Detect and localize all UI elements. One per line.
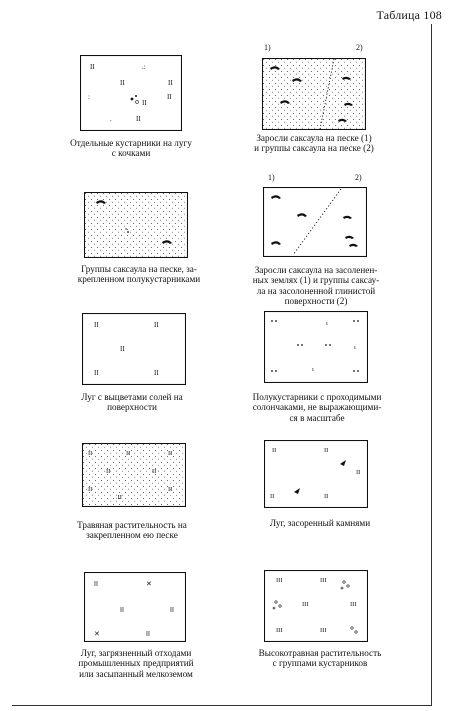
svg-text:.II: .II [116, 494, 122, 501]
svg-text:II: II [324, 447, 329, 454]
svg-text:II: II [94, 369, 99, 377]
svg-text:III: III [276, 627, 283, 634]
svg-text:III: III [276, 577, 283, 584]
panel-grass-sand [82, 443, 186, 507]
panel-semishrubs-saltmarsh [264, 311, 368, 383]
svg-text:II: II [136, 115, 141, 123]
caption-5: Луг с выцветами солей на поверхности [81, 392, 183, 413]
svg-text::: : [88, 93, 90, 101]
panel-meadow-polluted [84, 572, 186, 642]
svg-text:II: II [152, 468, 157, 475]
caption-8: Луг, засоренный камнями [269, 518, 371, 528]
panel-saxaul-sand [262, 43, 366, 130]
label-2: 2) [356, 43, 363, 52]
svg-text:II: II [154, 321, 159, 329]
saxaul-saline-diagram [263, 187, 367, 257]
panel-tallgrass-shrubs [264, 570, 368, 642]
svg-text:.: . [110, 115, 112, 123]
panel-meadow-stones [264, 440, 368, 508]
svg-text:II: II [120, 79, 125, 87]
svg-text:II: II [154, 369, 159, 377]
svg-text:ı: ı [354, 344, 356, 351]
svg-text:II: II [142, 99, 147, 107]
svg-text:III: III [320, 627, 327, 634]
svg-text:II: II [106, 468, 111, 475]
caption-9: Луг, загрязненный отходами промышленных предприятий или засыпанный мелкоземом [78, 648, 194, 679]
caption-6: Полукустарники с проходимыми солончаками, не выражающими- ся в масштабе [252, 392, 382, 423]
svg-text:II: II [88, 486, 93, 493]
label-2b: 2) [355, 173, 362, 182]
svg-text:II: II [168, 79, 173, 87]
panel-saxaul-groups [84, 192, 188, 258]
svg-text:II: II [88, 450, 93, 457]
caption-7: Травяная растительность на закрепленном ею песке [77, 520, 187, 541]
svg-text:.:: .: [142, 63, 146, 71]
caption-2: Заросли саксаула на песке (1) и группы саксаула на песке (2) [254, 133, 374, 154]
panel-meadow-salts [82, 313, 186, 385]
saxaul-sand-diagram [262, 58, 366, 130]
page-frame [12, 24, 432, 706]
svg-text:II: II [272, 447, 277, 454]
svg-text:II: II [168, 486, 173, 493]
svg-text:II: II [146, 631, 150, 638]
svg-text:II: II [90, 63, 95, 71]
svg-text:ı: ı [326, 320, 328, 327]
svg-text:II: II [168, 450, 173, 457]
svg-text:II: II [324, 493, 329, 500]
svg-text:III: III [302, 601, 309, 608]
label-1b: 1) [268, 173, 275, 182]
label-1: 1) [264, 43, 271, 52]
table-title: Таблица 108 [376, 8, 442, 22]
svg-text:II: II [170, 607, 174, 614]
svg-text:II: II [356, 469, 361, 476]
svg-text:II: II [94, 581, 98, 588]
svg-text:ı: ı [312, 366, 314, 373]
svg-text:II: II [120, 607, 124, 614]
caption-1: Отдельные кустарники на лугу с кочками [70, 138, 192, 159]
caption-10: Высокотравная растительность с группами кустарников [258, 648, 382, 669]
caption-3: Группы саксаула на песке, за- крепленном полукустарниками [77, 264, 201, 285]
svg-text:II: II [126, 450, 131, 457]
svg-text:II: II [270, 493, 275, 500]
svg-text:III: III [320, 577, 327, 584]
svg-text:✕: ✕ [146, 581, 152, 588]
svg-text:II: II [167, 93, 172, 101]
svg-text:II: II [94, 321, 99, 329]
svg-text:II: II [120, 345, 125, 353]
svg-text:III: III [350, 601, 357, 608]
caption-4: Заросли саксаула на засоленен- ных землях (1) и группы саксау- ла на засолоненной глинистой поверхности (2) [252, 265, 380, 307]
panel-saxaul-saline [263, 173, 367, 257]
svg-text:✕: ✕ [94, 631, 100, 638]
panel-shrubs-meadow [80, 55, 182, 131]
